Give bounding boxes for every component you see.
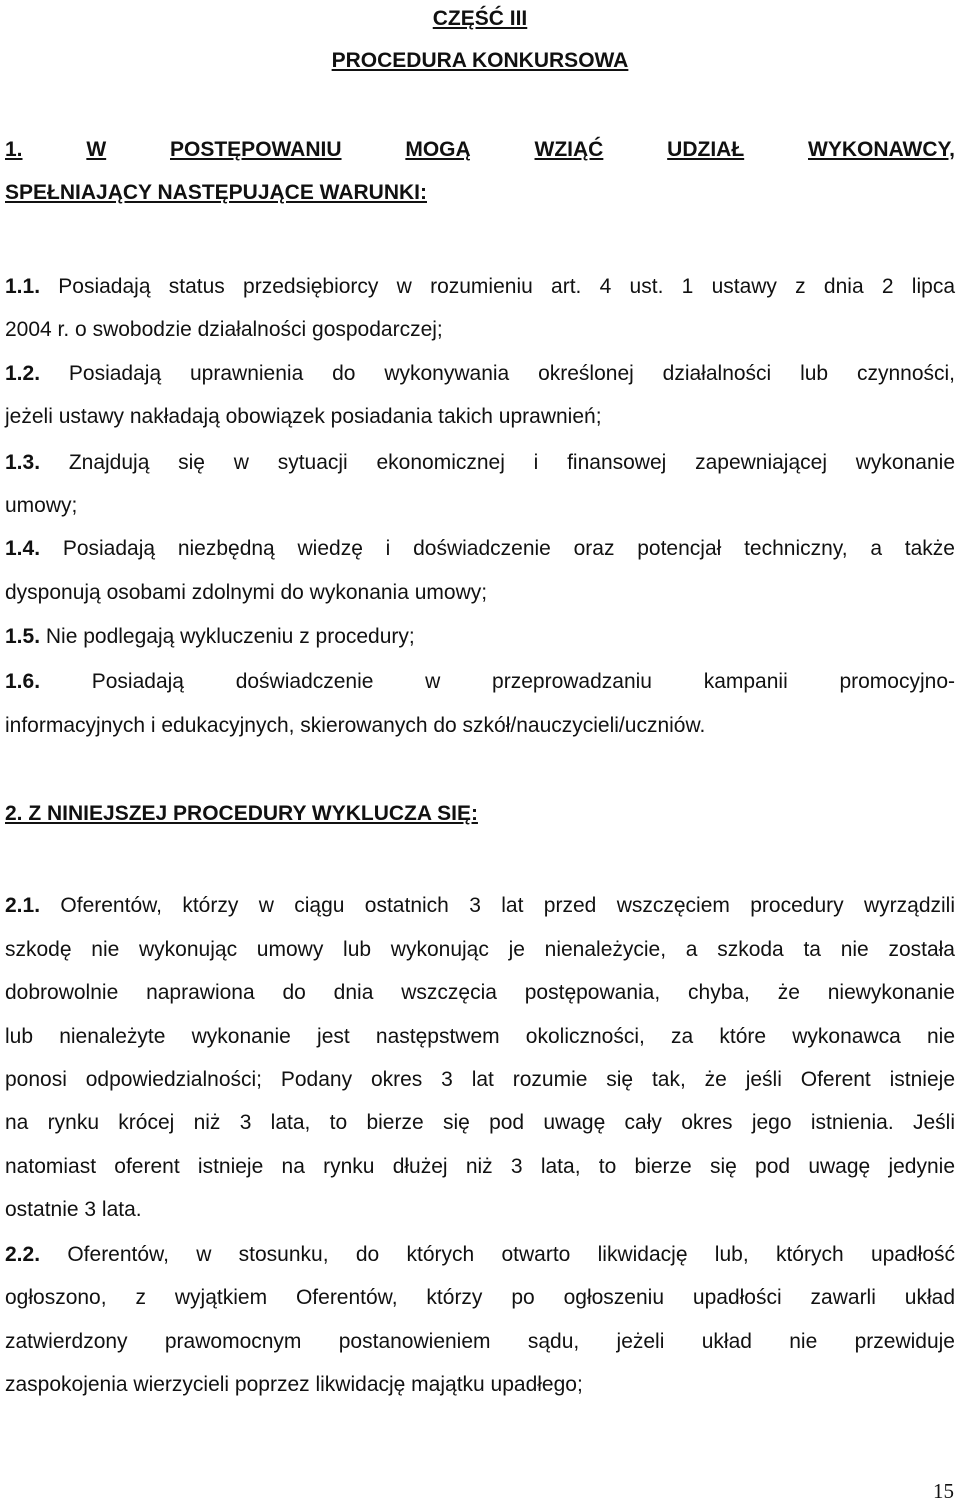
list-item-1-4-line1 (5, 536, 955, 562)
item-number: 1.6. (5, 670, 41, 693)
item-text: Znajdują się w sytuacji ekonomicznej i finansowej zapewniającej wykonanie (68, 451, 955, 474)
list-item-2-1-line5: ponosi odpowiedzialności; Podany okres 3 lat rozumie się tak, że jeśli Oferent istnieje (5, 1068, 955, 1091)
item-number: 1.3. (5, 451, 41, 474)
list-item-1-6-line2: informacyjnych i edukacyjnych, skierowanych do szkół/nauczycieli/uczniów. (5, 714, 706, 737)
item-text: Posiadają niezbędną wiedzę i doświadczenie oraz potencjał techniczny, a także (62, 537, 955, 560)
item-text: Posiadają uprawnienia do wykonywania określonej działalności lub czynności, (68, 362, 955, 385)
list-item-1-3-line2: umowy; (5, 494, 78, 517)
list-item-1-2-line2: jeżeli ustawy nakładają obowiązek posiadania takich uprawnień; (5, 405, 602, 428)
item-text: Oferentów, którzy w ciągu ostatnich 3 lat przed wszczęciem procedury wyrządzili (60, 894, 955, 917)
item-number: 1.5. (5, 625, 41, 648)
item-number: 1.2. (5, 362, 41, 385)
page-number: 15 (933, 1479, 954, 1503)
list-item-2-1-line2: szkodę nie wykonując umowy lub wykonując je nienależycie, a szkoda ta nie została (5, 938, 955, 961)
item-text: Posiadają status przedsiębiorcy w rozumieniu art. 4 ust. 1 ustawy z dnia 2 lipca (58, 275, 955, 298)
list-item-2-2-line3: zatwierdzony prawomocnym postanowieniem sądu, jeżeli układ nie przewiduje (5, 1330, 955, 1353)
section1-heading-word: UDZIAŁ (667, 138, 745, 161)
list-item-2-2-line2: ogłoszono, z wyjątkiem Oferentów, którzy po ogłoszeniu upadłości zawarli układ (5, 1286, 955, 1309)
procedure-title: PROCEDURA KONKURSOWA (331, 49, 629, 72)
section1-heading-word: POSTĘPOWANIU (170, 138, 342, 161)
list-item-2-2-line1 (5, 1242, 955, 1268)
list-item-2-2-line4: zaspokojenia wierzycieli poprzez likwidację majątku upadłego; (5, 1373, 583, 1396)
list-item-1-1-line1 (5, 274, 955, 300)
list-item-1-5 (5, 624, 955, 650)
list-item-1-2-line1 (5, 361, 955, 387)
section1-number: 1. (5, 138, 23, 161)
item-number: 1.4. (5, 537, 41, 560)
list-item-2-1-line1 (5, 893, 955, 919)
item-text: Nie podlegają wykluczeniu z procedury; (45, 625, 415, 648)
section1-heading-line2: SPEŁNIAJĄCY NASTĘPUJĄCE WARUNKI: (5, 181, 427, 204)
item-number: 1.1. (5, 275, 41, 298)
list-item-1-6-line1 (5, 669, 955, 695)
item-text: Posiadają doświadczenie w przeprowadzaniu kampanii promocyjno- (91, 670, 955, 693)
list-item-2-1-line6: na rynku krócej niż 3 lata, to bierze się pod uwagę cały okres jego istnienia. Jeśli (5, 1111, 955, 1134)
item-number: 2.1. (5, 894, 41, 917)
section1-heading-line1 (5, 137, 955, 163)
section1-heading-word: WYKONAWCY, (808, 138, 955, 161)
part-title: CZĘŚĆ III (432, 7, 528, 30)
section1-heading-word: W (86, 138, 107, 161)
list-item-1-3-line1 (5, 450, 955, 476)
list-item-2-1-line4: lub nienależyte wykonanie jest następstwem okoliczności, za które wykonawca nie (5, 1025, 955, 1048)
list-item-1-1-line2: 2004 r. o swobodzie działalności gospodarczej; (5, 318, 443, 341)
section1-heading-word: WZIĄĆ (534, 138, 604, 161)
list-item-1-4-line2: dysponują osobami zdolnymi do wykonania umowy; (5, 581, 488, 604)
item-text: Oferentów, w stosunku, do których otwarto likwidację lub, których upadłość (67, 1243, 956, 1266)
list-item-2-1-line7: natomiast oferent istnieje na rynku dłużej niż 3 lata, to bierze się pod uwagę jedynie (5, 1155, 955, 1178)
list-item-2-1-line8: ostatnie 3 lata. (5, 1198, 142, 1221)
section2-heading: 2. Z NINIEJSZEJ PROCEDURY WYKLUCZA SIĘ: (5, 802, 478, 825)
list-item-2-1-line3: dobrowolnie naprawiona do dnia wszczęcia postępowania, chyba, że niewykonanie (5, 981, 955, 1004)
section1-heading-word: MOGĄ (405, 138, 471, 161)
item-number: 2.2. (5, 1243, 41, 1266)
